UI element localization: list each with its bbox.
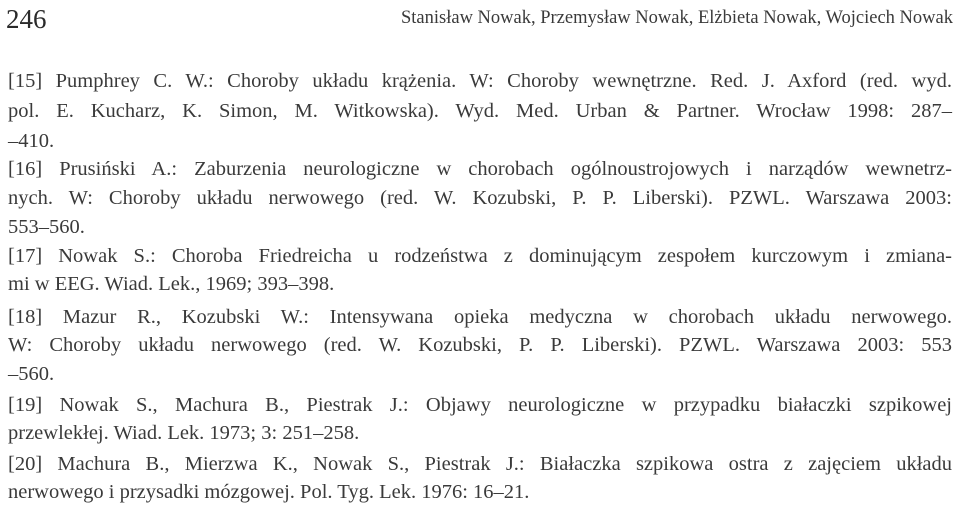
reference-17-line-2: mi w EEG. Wiad. Lek., 1969; 393–398. [8,273,335,295]
reference-19-line-1: [19] Nowak S., Machura B., Piestrak J.: Objawy neurologiczne w przypadku białaczki szpikowej [8,394,952,416]
reference-18-line-3: –560. [8,363,55,385]
running-header-authors: Stanisław Nowak, Przemysław Nowak, Elżbieta Nowak, Wojciech Nowak [400,8,953,28]
reference-17-line-1: [17] Nowak S.: Choroba Friedreicha u rodzeństwa z dominującym zespołem kurczowym i zmiana- [8,245,952,267]
page-number: 246 [6,4,47,34]
reference-15-line-3: –410. [8,130,55,152]
reference-20-line-2: nerwowego i przysadki mózgowej. Pol. Tyg. Lek. 1976: 16–21. [8,481,530,503]
reference-18-line-1: [18] Mazur R., Kozubski W.: Intensywana opieka medyczna w chorobach układu nerwowego. [8,306,952,328]
reference-16-line-2: nych. W: Choroby układu nerwowego (red. W. Kozubski, P. P. Liberski). PZWL. Warszawa 2003: [8,187,952,209]
reference-20-line-1: [20] Machura B., Mierzwa K., Nowak S., Piestrak J.: Białaczka szpikowa ostra z zajęciem układu [8,453,952,475]
reference-19-line-2: przewlekłej. Wiad. Lek. 1973; 3: 251–258. [8,422,360,444]
reference-18-line-2: W: Choroby układu nerwowego (red. W. Kozubski, P. P. Liberski). PZWL. Warszawa 2003: 553 [8,334,952,356]
reference-16-line-1: [16] Prusiński A.: Zaburzenia neurologiczne w chorobach ogólnoustrojowych i narządów wewnetrz- [8,158,952,180]
reference-16-line-3: 553–560. [8,216,85,238]
reference-15-line-2: pol. E. Kucharz, K. Simon, M. Witkowska). Wyd. Med. Urban & Partner. Wrocław 1998: 287– [8,100,952,122]
reference-15-line-1: [15] Pumphrey C. W.: Choroby układu krążenia. W: Choroby wewnętrzne. Red. J. Axford (red. wyd. [8,70,952,92]
